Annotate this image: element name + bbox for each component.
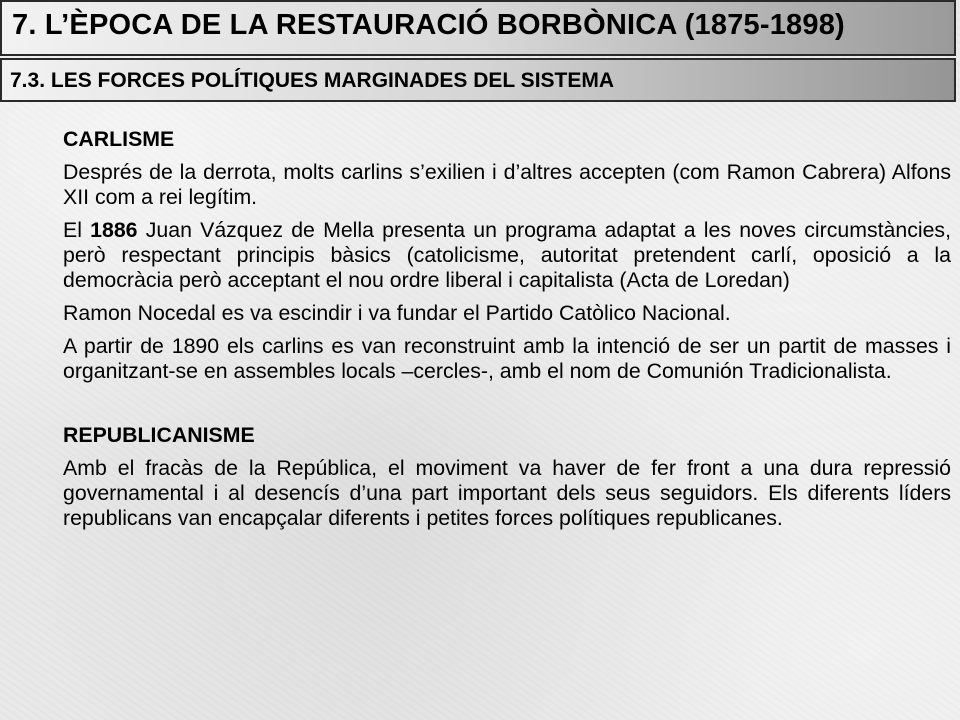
carlisme-paragraph-4: A partir de 1890 els carlins es van reconstruint amb la intenció de ser un partit de masses i organitzant-se en assembles locals –cercles-, amb el nom de Comunión Tradicionalista. [63, 334, 951, 383]
carlisme-paragraph-2-prefix: El [63, 218, 91, 242]
slide-content [63, 127, 951, 539]
carlisme-year-1886: 1886 [90, 218, 138, 242]
subtitle-bar [0, 58, 956, 102]
slide-title: 7. L’ÈPOCA DE LA RESTAURACIÓ BORBÒNICA (1875-1898) [12, 9, 845, 41]
slide-subtitle: 7.3. LES FORCES POLÍTIQUES MARGINADES DEL SISTEMA [10, 69, 615, 92]
carlisme-paragraph-2 [63, 218, 951, 293]
section-spacer [63, 392, 951, 423]
carlisme-paragraph-1: Després de la derrota, molts carlins s’exilien i d’altres accepten (com Ramon Cabrera) Alfons XII com a rei legítim. [63, 160, 951, 209]
carlisme-paragraph-2-rest: Juan Vázquez de Mella presenta un programa adaptat a les noves circumstàncies, però respectant principis bàsics (catolicisme, autoritat pretendent carlí, oposició a la democràcia però acceptant el nou ordre liberal i capitalista (Acta de Loredan) [63, 218, 951, 292]
republicanisme-paragraph-1: Amb el fracàs de la República, el moviment va haver de fer front a una dura repressió governamental i al desencís d’una part important dels seus seguidors. Els diferents líders republicans van encapçalar diferents i petites forces polítiques republicanes. [63, 456, 951, 530]
carlisme-paragraph-3: Ramon Nocedal es va escindir i va fundar el Partido Catòlico Nacional. [63, 301, 731, 325]
carlisme-heading: CARLISME [63, 127, 175, 151]
republicanisme-heading: REPUBLICANISME [63, 423, 255, 447]
title-bar [0, 0, 956, 56]
